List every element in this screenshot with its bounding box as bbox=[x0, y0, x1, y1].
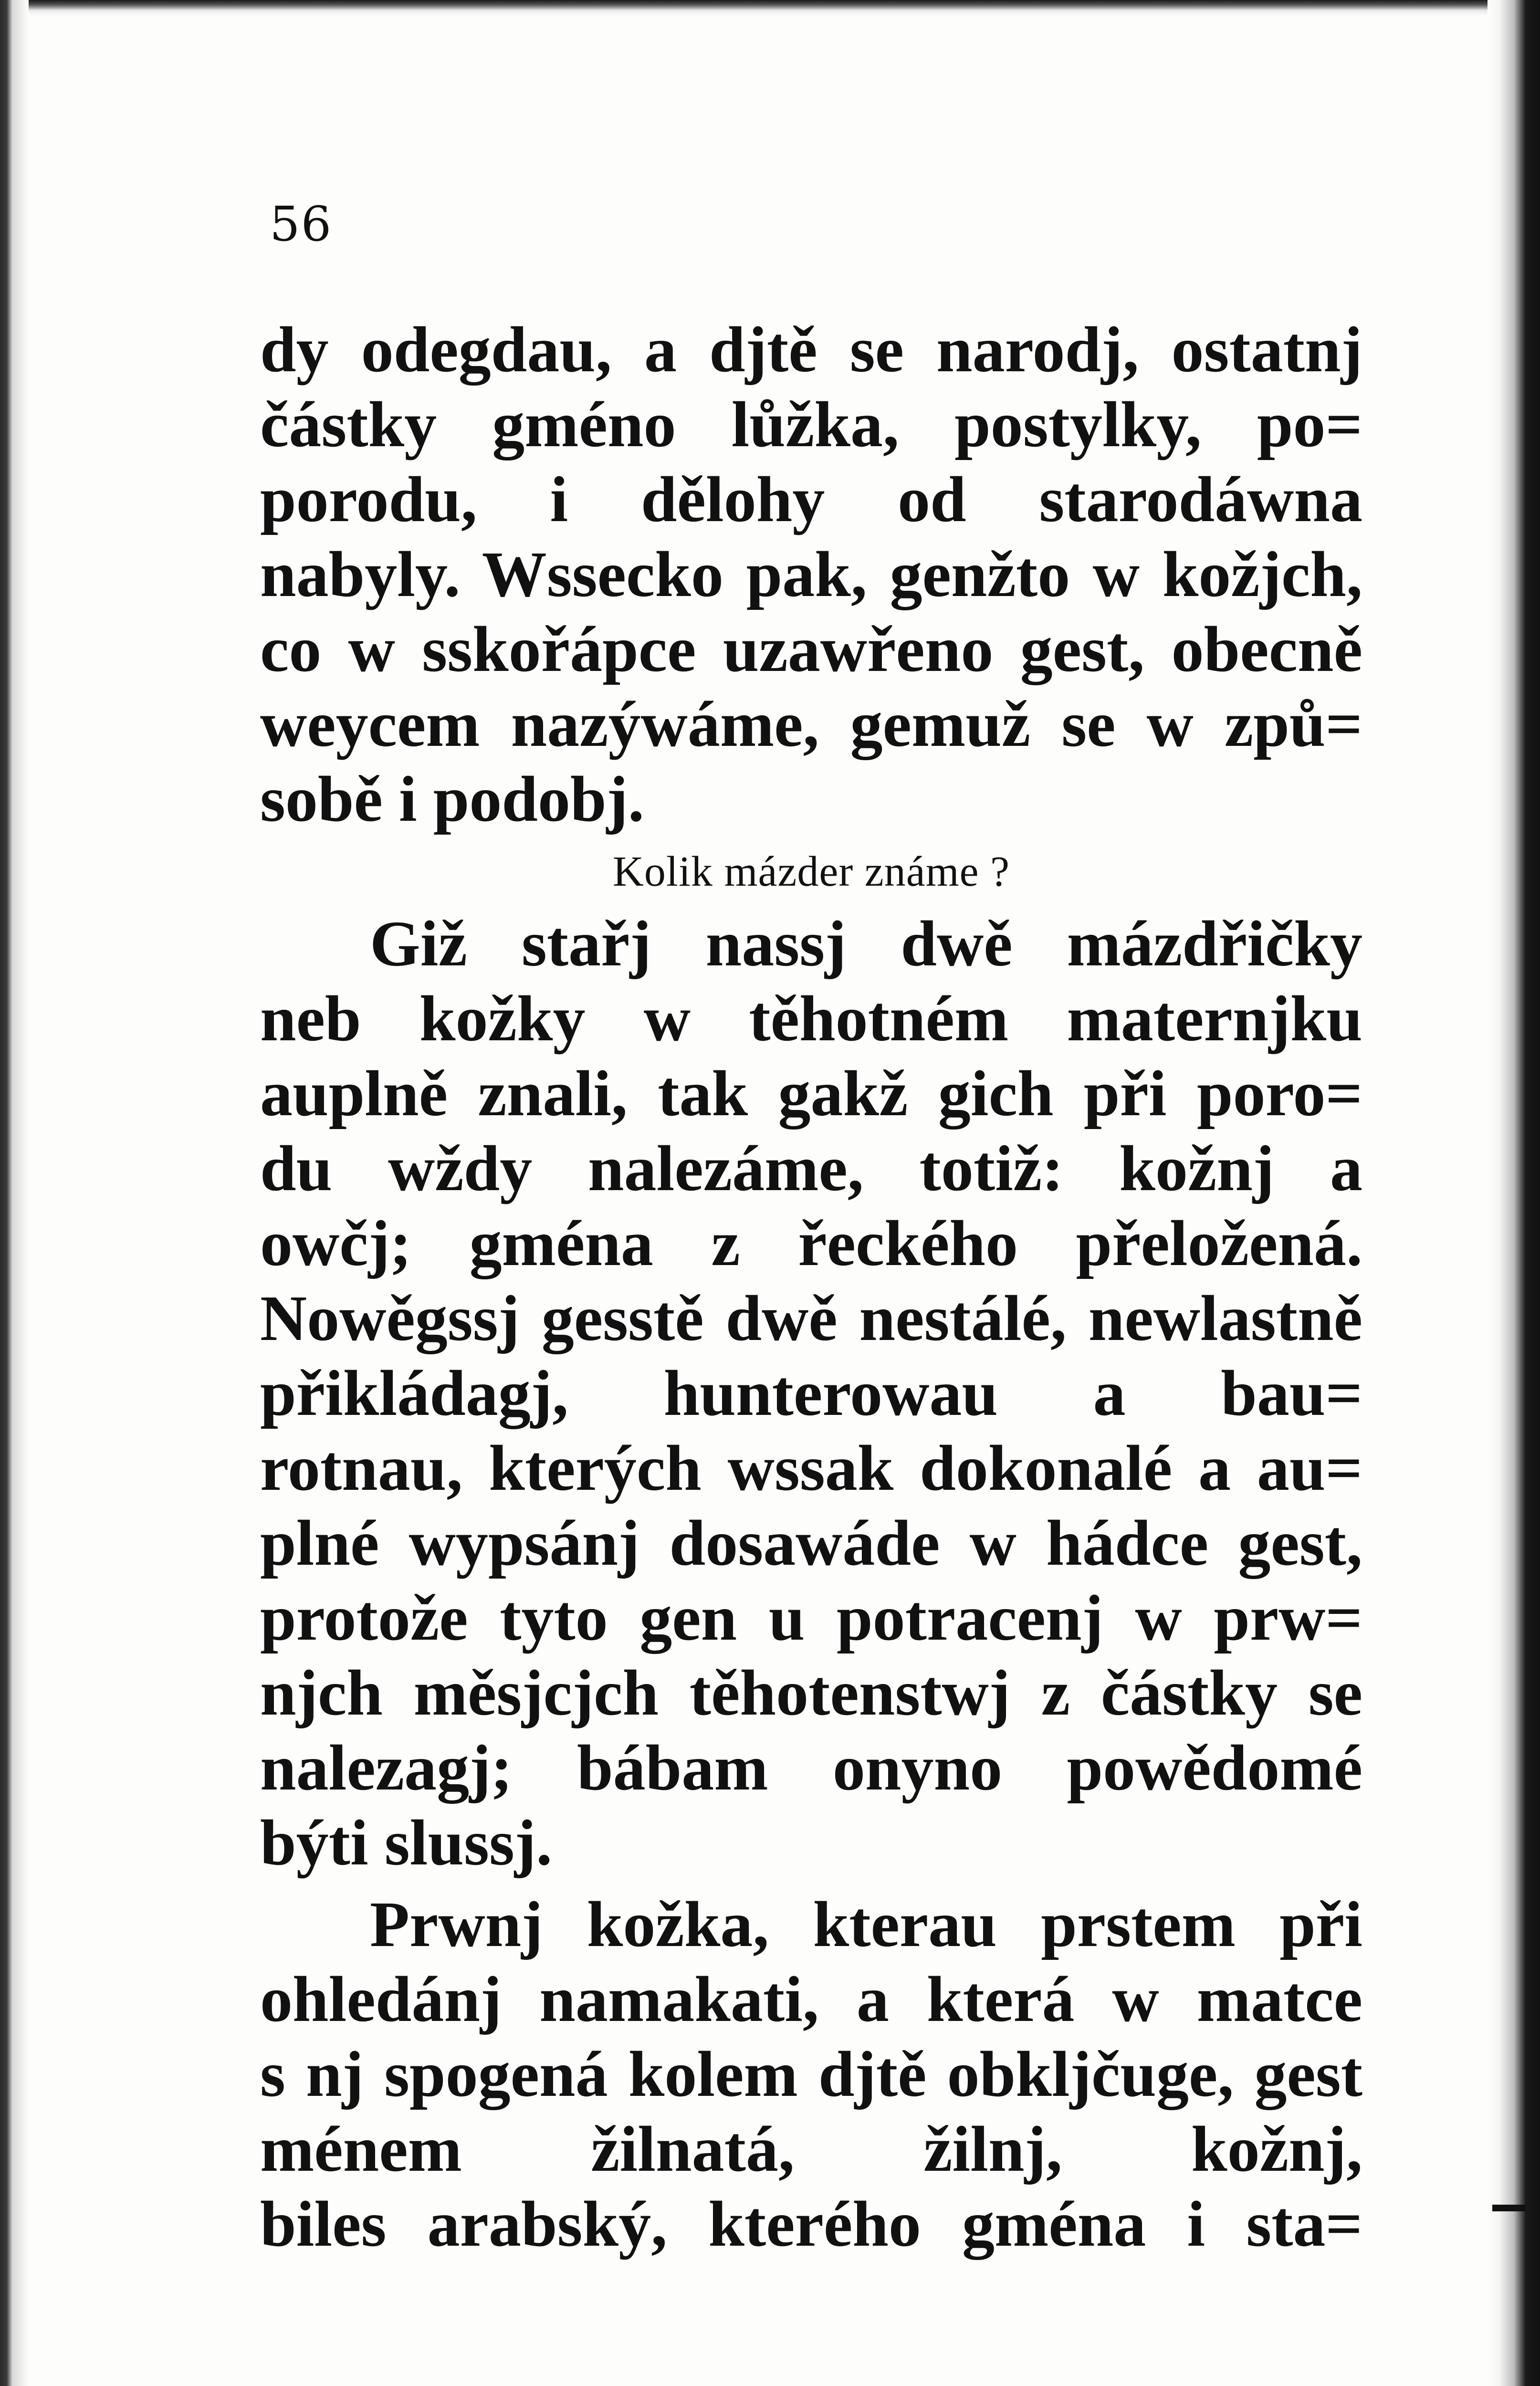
text-line: sobě i podobj. bbox=[260, 764, 644, 835]
text-line: plné wypsánj dosawáde w hádce gest, bbox=[260, 1507, 1362, 1579]
paragraph-gap bbox=[260, 1881, 1362, 1887]
text-line: dy odegdau, a djtě se narodj, ostatnj bbox=[260, 314, 1362, 386]
scan-edge-left bbox=[0, 0, 29, 2386]
text-line: nabyly. Wssecko pak, genžto w kožjch, bbox=[260, 539, 1362, 610]
text-line: neb kožky w těhotném maternjku bbox=[260, 983, 1362, 1055]
text-line: njch měsjcjch těhotenstwj z částky se bbox=[260, 1657, 1362, 1729]
paragraph-3 bbox=[260, 1887, 1362, 2262]
text-line: ohledánj namakati, a která w matce bbox=[260, 1964, 1362, 2035]
page-number: 56 bbox=[270, 196, 333, 252]
text-line: porodu, i dělohy od starodáwna bbox=[260, 464, 1362, 535]
scan-mark bbox=[1492, 2205, 1526, 2211]
text-line: Nowěgssj gesstě dwě nestálé, newlastně bbox=[260, 1283, 1362, 1354]
text-line: du wždy nalezáme, totiž: kožnj a bbox=[260, 1133, 1362, 1204]
text-line: auplně znali, tak gakž gich při poro= bbox=[260, 1058, 1362, 1130]
text-line: Giž stařj nassj dwě mázdřičky bbox=[370, 908, 1362, 980]
scan-edge-right bbox=[1488, 0, 1540, 2386]
paragraph-1 bbox=[260, 313, 1362, 837]
text-line: ménem žilnatá, žilnj, kožnj, bbox=[260, 2114, 1362, 2185]
text-line: protože tyto gen u potracenj w prw= bbox=[260, 1582, 1362, 1654]
text-line: částky gméno lůžka, postylky, po= bbox=[260, 389, 1362, 460]
text-line: přikládagj, hunterowau a bau= bbox=[260, 1358, 1362, 1429]
body-text bbox=[260, 313, 1362, 2262]
paragraph-2 bbox=[260, 907, 1362, 1881]
text-line: býti slussj. bbox=[260, 1807, 553, 1879]
text-line: biles arabský, kterého gména i sta= bbox=[260, 2188, 1362, 2260]
text-line: nalezagj; bábam onyno powědomé bbox=[260, 1732, 1362, 1804]
text-line: s nj spogená kolem djtě obkljčuge, gest bbox=[260, 2039, 1362, 2110]
text-line: Prwnj kožka, kterau prstem při bbox=[370, 1889, 1362, 1960]
scan-edge-top bbox=[0, 0, 1540, 16]
section-heading: Kolik mázder známe ? bbox=[612, 848, 1010, 895]
text-line: weycem nazýwáme, gemuž se w způ= bbox=[260, 689, 1362, 760]
text-line: rotnau, kterých wssak dokonalé a au= bbox=[260, 1433, 1362, 1504]
text-line: owčj; gména z řeckého přeložená. bbox=[260, 1208, 1362, 1279]
text-line: co w sskořápce uzawřeno gest, obecně bbox=[260, 614, 1362, 685]
